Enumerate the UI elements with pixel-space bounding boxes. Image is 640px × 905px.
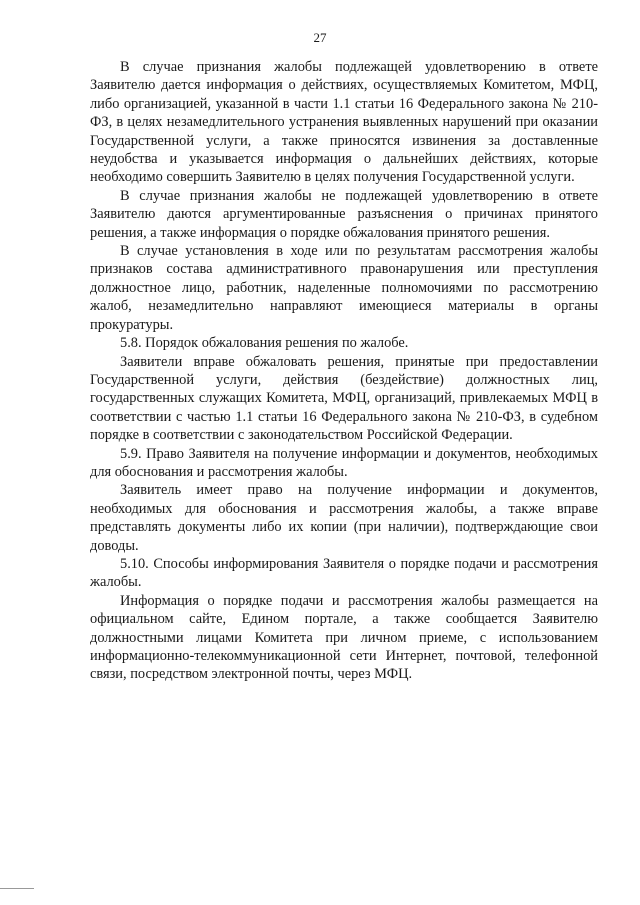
page-number: 27 xyxy=(313,30,327,45)
paragraph-information-rights: Заявитель имеет право на получение информации и документов, необходимых для обоснования и рассмотрения жалобы, а также вправе представлять документы либо их копии (при наличии), подтверждающие свои доводы. xyxy=(90,482,598,554)
paragraph-offense-signs: В случае установления в ходе или по результатам рассмотрения жалобы признаков состава административного правонарушения или преступления должностное лицо, работник, наделенные полномочиями по рассмотрению жалоб, незамедлительно направляют имеющиеся материалы в органы прокуратуры. xyxy=(90,243,598,333)
paragraph-complaint-satisfied: В случае признания жалобы подлежащей удовлетворению в ответе Заявителю дается информация о действиях, осуществляемых Комитетом, МФЦ, либо организацией, указанной в части 1.1 статьи 16 Федерального закона № 210-ФЗ, в целях незамедлительного устранения выявленных нарушений при оказании Государственной услуги, а также приносятся извинения за доставленные неудобства и указывается информация о дальнейших действиях, которые необходимо совершить Заявителю в целях получения Государственной услуги. xyxy=(90,59,598,186)
section-heading-5-9: 5.9. Право Заявителя на получение информации и документов, необходимых для обоснования и рассмотрения жалобы. xyxy=(90,445,598,480)
paragraph-information-placement: Информация о порядке подачи и рассмотрения жалобы размещается на официальном сайте, Едином портале, а также сообщается Заявителю должностными лицами Комитета при личном приеме, с использованием информационно-телекоммуникационной сети Интернет, почтовой, телефонной связи, посредством электронной почты, через МФЦ. xyxy=(90,592,598,683)
scan-edge-line xyxy=(0,888,34,889)
section-heading-5-8: 5.8. Порядок обжалования решения по жалобе. xyxy=(120,335,409,352)
document-body xyxy=(90,58,598,684)
section-heading-5-10: 5.10. Способы информирования Заявителя о порядке подачи и рассмотрения жалобы. xyxy=(90,555,598,591)
paragraph-appeal-rights: Заявители вправе обжаловать решения, принятые при предоставлении Государственной услуги, действия (бездействие) должностных лиц, государственных служащих Комитета, МФЦ, организаций, привлекаемых МФЦ в соответствии с частью 1.1 статьи 16 Федерального закона № 210-ФЗ, в судебном порядке в соответствии с законодательством Российской Федерации. xyxy=(90,353,598,444)
paragraph-complaint-rejected: В случае признания жалобы не подлежащей удовлетворению в ответе Заявителю даются аргументированные разъяснения о причинах принятого решения, а также информация о порядке обжалования принятого решения. xyxy=(90,187,598,241)
